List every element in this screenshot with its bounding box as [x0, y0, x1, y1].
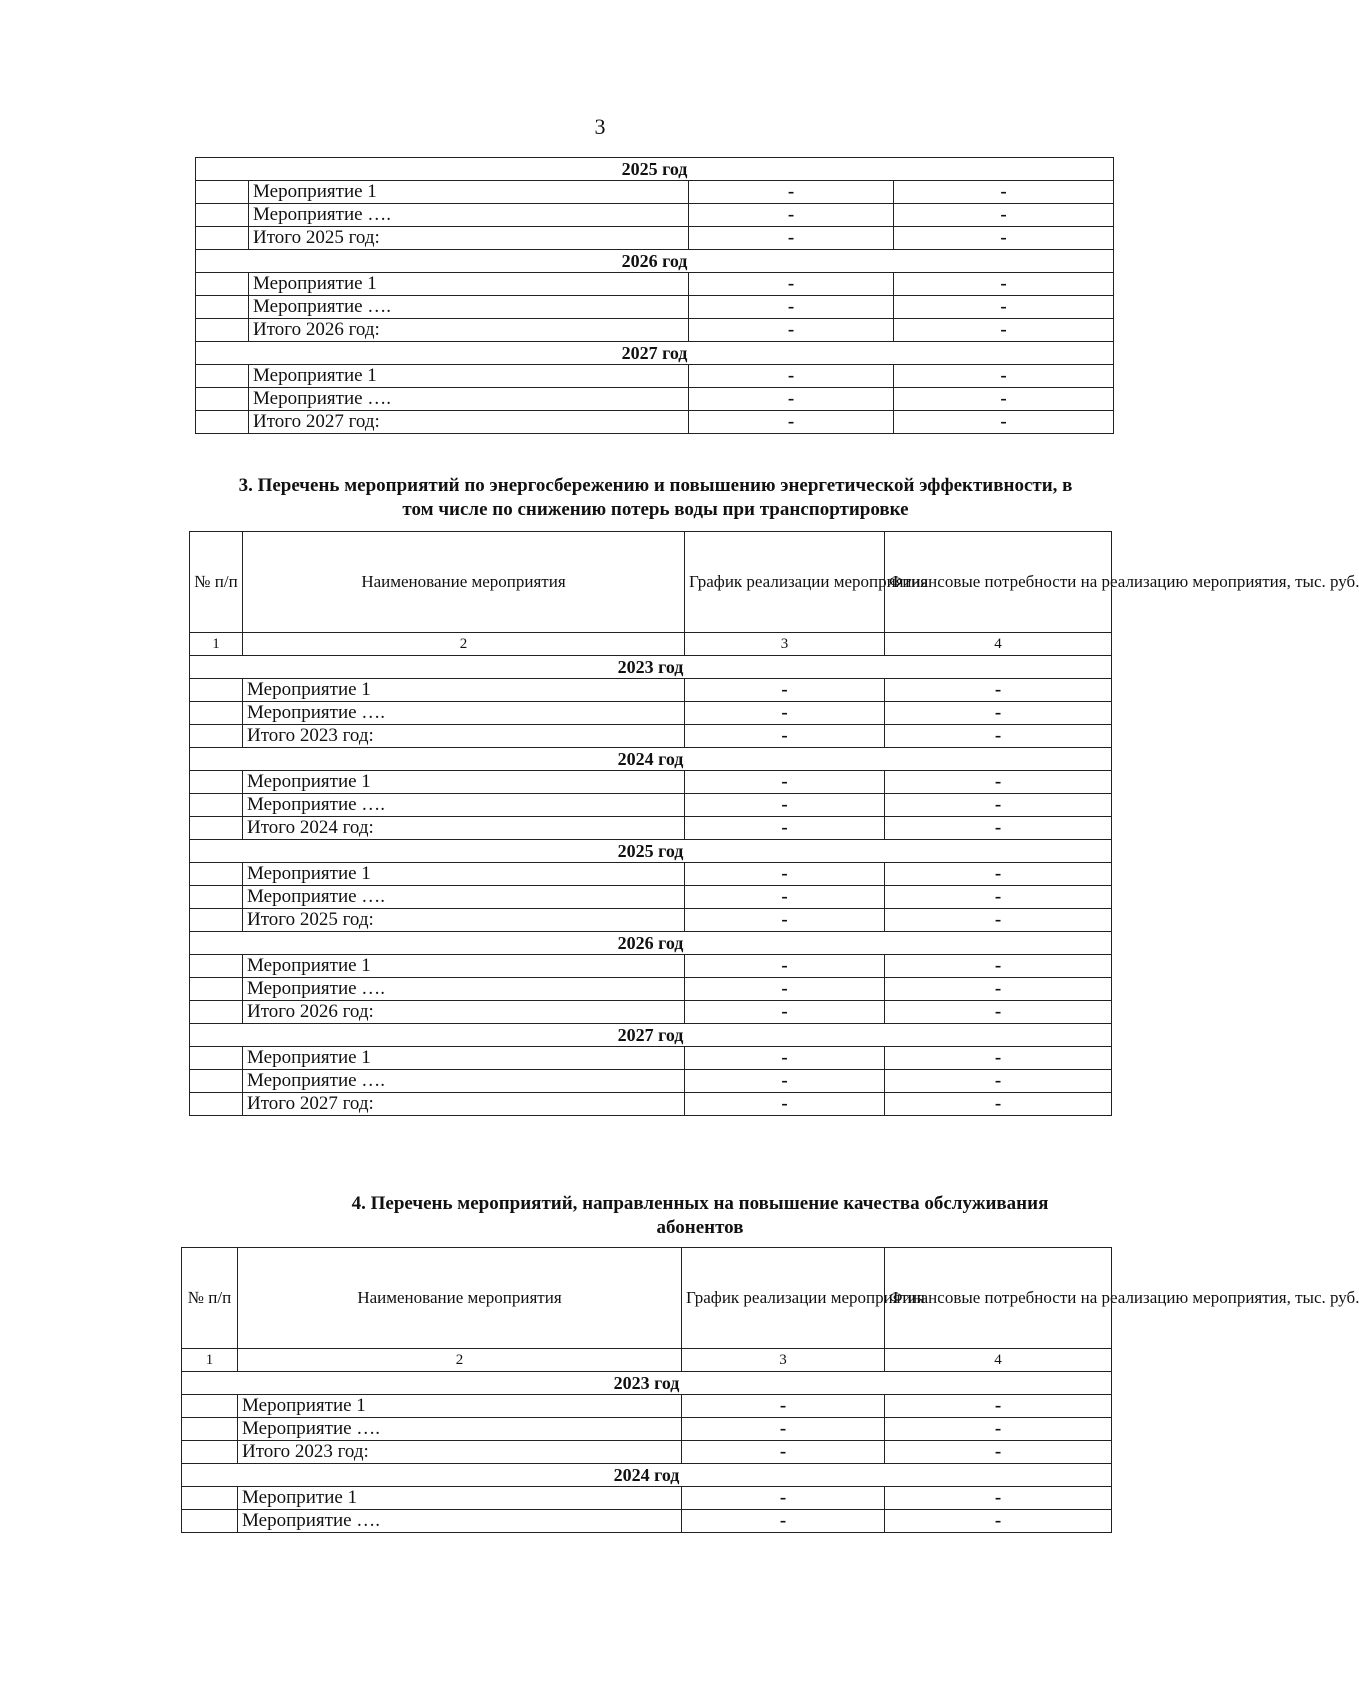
- column-number-row: [182, 1349, 1112, 1372]
- section-4-heading: [270, 1192, 1130, 1240]
- event-name: Мероприятие ….: [249, 296, 689, 319]
- event-row: [190, 1070, 1112, 1093]
- event-name: Итого 2025 год:: [249, 227, 689, 250]
- column-number: 4: [885, 1349, 1112, 1372]
- event-finance: -: [885, 1070, 1112, 1093]
- event-finance: -: [885, 771, 1112, 794]
- page-number: 3: [594, 114, 606, 139]
- event-finance: -: [885, 1093, 1112, 1116]
- event-row: [196, 204, 1114, 227]
- table-body: [190, 532, 1359, 1116]
- section-3-heading-line-2: том числе по снижению потерь воды при транспортировке: [402, 499, 909, 520]
- row-number: [190, 725, 243, 748]
- event-name: Мероприятие ….: [243, 978, 685, 1001]
- section-3-heading: [188, 474, 1123, 522]
- total-row: [196, 319, 1114, 342]
- event-schedule: -: [685, 955, 885, 978]
- event-schedule: -: [689, 388, 894, 411]
- event-name: Итого 2024 год:: [243, 817, 685, 840]
- row-number: [196, 181, 249, 204]
- year-row: [196, 250, 1114, 273]
- col-header-name: Наименование мероприятия: [243, 532, 685, 633]
- table-body: [196, 158, 1114, 434]
- events-table-continued: [195, 157, 1114, 434]
- event-finance: -: [885, 1395, 1112, 1418]
- event-row: [182, 1395, 1112, 1418]
- row-number: [190, 817, 243, 840]
- row-number: [196, 204, 249, 227]
- col-header-number: № п/п: [182, 1248, 238, 1349]
- event-name: Итого 2023 год:: [238, 1441, 682, 1464]
- event-row: [190, 771, 1112, 794]
- event-schedule: -: [682, 1487, 885, 1510]
- row-number: [196, 319, 249, 342]
- header-row: [190, 532, 1112, 633]
- service-quality-table: [181, 1247, 1359, 1533]
- event-row: [190, 886, 1112, 909]
- column-number: 1: [190, 633, 243, 656]
- event-row: [196, 388, 1114, 411]
- event-schedule: -: [685, 771, 885, 794]
- row-number: [196, 411, 249, 434]
- column-number: 4: [885, 633, 1112, 656]
- section-3-heading-line-1: 3. Перечень мероприятий по энергосбережению и повышению энергетической эффективности, в: [238, 475, 1073, 496]
- col-header-finance: Финансовые потребности на реализацию мероприятия, тыс. руб.: [885, 1248, 1112, 1349]
- year-row: [182, 1464, 1112, 1487]
- event-schedule: -: [682, 1418, 885, 1441]
- event-name: Итого 2023 год:: [243, 725, 685, 748]
- event-row: [190, 978, 1112, 1001]
- event-finance: -: [894, 388, 1114, 411]
- event-schedule: -: [682, 1395, 885, 1418]
- row-number: [182, 1395, 238, 1418]
- event-finance: -: [894, 411, 1114, 434]
- total-row: [182, 1441, 1112, 1464]
- row-number: [190, 863, 243, 886]
- section-4-heading-line-1: 4. Перечень мероприятий, направленных на повышение качества обслуживания: [351, 1193, 1049, 1214]
- row-number: [190, 909, 243, 932]
- event-finance: -: [885, 725, 1112, 748]
- event-schedule: -: [685, 679, 885, 702]
- event-row: [182, 1418, 1112, 1441]
- event-schedule: -: [685, 1047, 885, 1070]
- total-row: [190, 817, 1112, 840]
- year-row: [190, 1024, 1112, 1047]
- row-number: [182, 1510, 238, 1533]
- row-number: [196, 365, 249, 388]
- column-number: 2: [243, 633, 685, 656]
- row-number: [190, 771, 243, 794]
- event-finance: -: [885, 886, 1112, 909]
- event-name: Мероприятие 1: [238, 1395, 682, 1418]
- event-name: Мероприятие ….: [243, 794, 685, 817]
- year-row: [190, 932, 1112, 955]
- event-schedule: -: [689, 411, 894, 434]
- event-row: [190, 1047, 1112, 1070]
- event-name: Мероприятие ….: [249, 388, 689, 411]
- year-label: 2027 год: [196, 342, 1114, 365]
- event-schedule: -: [685, 702, 885, 725]
- event-finance: -: [894, 227, 1114, 250]
- event-name: Итого 2026 год:: [243, 1001, 685, 1024]
- event-row: [196, 296, 1114, 319]
- event-finance: -: [885, 1418, 1112, 1441]
- event-name: Мероприятие 1: [249, 365, 689, 388]
- year-row: [190, 748, 1112, 771]
- event-finance: -: [885, 1047, 1112, 1070]
- event-row: [190, 955, 1112, 978]
- event-schedule: -: [685, 817, 885, 840]
- event-schedule: -: [689, 204, 894, 227]
- row-number: [190, 955, 243, 978]
- event-finance: -: [885, 1001, 1112, 1024]
- event-schedule: -: [685, 909, 885, 932]
- event-finance: -: [894, 204, 1114, 227]
- row-number: [190, 1001, 243, 1024]
- event-name: Мероприятие ….: [249, 204, 689, 227]
- event-schedule: -: [685, 1001, 885, 1024]
- year-label: 2024 год: [190, 748, 1112, 771]
- event-schedule: -: [689, 181, 894, 204]
- event-finance: -: [885, 909, 1112, 932]
- row-number: [190, 1093, 243, 1116]
- col-header-number: № п/п: [190, 532, 243, 633]
- event-schedule: -: [689, 296, 894, 319]
- event-row: [182, 1510, 1112, 1533]
- event-finance: -: [885, 863, 1112, 886]
- year-row: [182, 1372, 1112, 1395]
- year-row: [196, 342, 1114, 365]
- event-finance: -: [885, 978, 1112, 1001]
- event-finance: -: [885, 817, 1112, 840]
- event-finance: -: [885, 1441, 1112, 1464]
- year-label: 2026 год: [190, 932, 1112, 955]
- event-name: Мероприятие 1: [243, 863, 685, 886]
- event-name: Итого 2027 год:: [243, 1093, 685, 1116]
- event-row: [190, 679, 1112, 702]
- column-number: 1: [182, 1349, 238, 1372]
- event-name: Мероприятие 1: [243, 771, 685, 794]
- event-row: [196, 181, 1114, 204]
- row-number: [196, 296, 249, 319]
- event-row: [190, 702, 1112, 725]
- event-name: Итого 2025 год:: [243, 909, 685, 932]
- row-number: [190, 702, 243, 725]
- event-name: Итого 2026 год:: [249, 319, 689, 342]
- event-name: Мероприятие ….: [243, 702, 685, 725]
- section-4-heading-line-2: абонентов: [656, 1217, 744, 1238]
- year-label: 2026 год: [196, 250, 1114, 273]
- year-label: 2023 год: [190, 656, 1112, 679]
- year-row: [190, 840, 1112, 863]
- header-row: [182, 1248, 1112, 1349]
- table-body: [182, 1248, 1359, 1533]
- year-row: [190, 656, 1112, 679]
- event-schedule: -: [685, 886, 885, 909]
- col-header-schedule: График реализации мероприятия: [682, 1248, 885, 1349]
- row-number: [190, 1070, 243, 1093]
- event-finance: -: [885, 1487, 1112, 1510]
- energy-saving-table: [189, 531, 1359, 1116]
- column-number: 3: [682, 1349, 885, 1372]
- event-schedule: -: [689, 273, 894, 296]
- event-finance: -: [885, 679, 1112, 702]
- year-label: 2024 год: [182, 1464, 1112, 1487]
- event-finance: -: [894, 273, 1114, 296]
- event-schedule: -: [685, 1093, 885, 1116]
- event-finance: -: [894, 296, 1114, 319]
- event-row: [190, 863, 1112, 886]
- row-number: [190, 978, 243, 1001]
- event-finance: -: [885, 955, 1112, 978]
- year-label: 2027 год: [190, 1024, 1112, 1047]
- total-row: [196, 411, 1114, 434]
- year-label: 2023 год: [182, 1372, 1112, 1395]
- event-finance: -: [894, 365, 1114, 388]
- col-header-schedule: График реализации мероприятия: [685, 532, 885, 633]
- row-number: [182, 1418, 238, 1441]
- event-finance: -: [885, 794, 1112, 817]
- row-number: [196, 273, 249, 296]
- event-name: Мероприятие 1: [243, 679, 685, 702]
- event-schedule: -: [689, 319, 894, 342]
- event-name: Мероприятие 1: [249, 181, 689, 204]
- event-row: [182, 1487, 1112, 1510]
- event-name: Мероприятие ….: [243, 886, 685, 909]
- row-number: [190, 886, 243, 909]
- year-label: 2025 год: [196, 158, 1114, 181]
- event-schedule: -: [685, 863, 885, 886]
- event-name: Мероприятие 1: [243, 1047, 685, 1070]
- column-number: 2: [238, 1349, 682, 1372]
- row-number: [182, 1487, 238, 1510]
- event-schedule: -: [685, 978, 885, 1001]
- event-name: Меропритие 1: [238, 1487, 682, 1510]
- row-number: [190, 794, 243, 817]
- row-number: [196, 227, 249, 250]
- column-number: 3: [685, 633, 885, 656]
- total-row: [190, 725, 1112, 748]
- event-name: Мероприятие 1: [249, 273, 689, 296]
- event-schedule: -: [682, 1510, 885, 1533]
- event-schedule: -: [689, 365, 894, 388]
- total-row: [196, 227, 1114, 250]
- event-schedule: -: [682, 1441, 885, 1464]
- event-finance: -: [885, 1510, 1112, 1533]
- event-name: Мероприятие ….: [238, 1418, 682, 1441]
- event-finance: -: [885, 702, 1112, 725]
- col-header-finance: Финансовые потребности на реализацию мероприятия, тыс. руб.: [885, 532, 1112, 633]
- event-row: [196, 273, 1114, 296]
- event-name: Мероприятие ….: [238, 1510, 682, 1533]
- event-schedule: -: [685, 725, 885, 748]
- col-header-name: Наименование мероприятия: [238, 1248, 682, 1349]
- total-row: [190, 1093, 1112, 1116]
- event-name: Мероприятие ….: [243, 1070, 685, 1093]
- year-label: 2025 год: [190, 840, 1112, 863]
- event-schedule: -: [685, 1070, 885, 1093]
- event-schedule: -: [689, 227, 894, 250]
- row-number: [190, 1047, 243, 1070]
- row-number: [182, 1441, 238, 1464]
- column-number-row: [190, 633, 1112, 656]
- year-row: [196, 158, 1114, 181]
- row-number: [196, 388, 249, 411]
- event-row: [196, 365, 1114, 388]
- row-number: [190, 679, 243, 702]
- event-name: Итого 2027 год:: [249, 411, 689, 434]
- event-schedule: -: [685, 794, 885, 817]
- event-finance: -: [894, 181, 1114, 204]
- event-finance: -: [894, 319, 1114, 342]
- event-row: [190, 794, 1112, 817]
- event-name: Мероприятие 1: [243, 955, 685, 978]
- total-row: [190, 1001, 1112, 1024]
- total-row: [190, 909, 1112, 932]
